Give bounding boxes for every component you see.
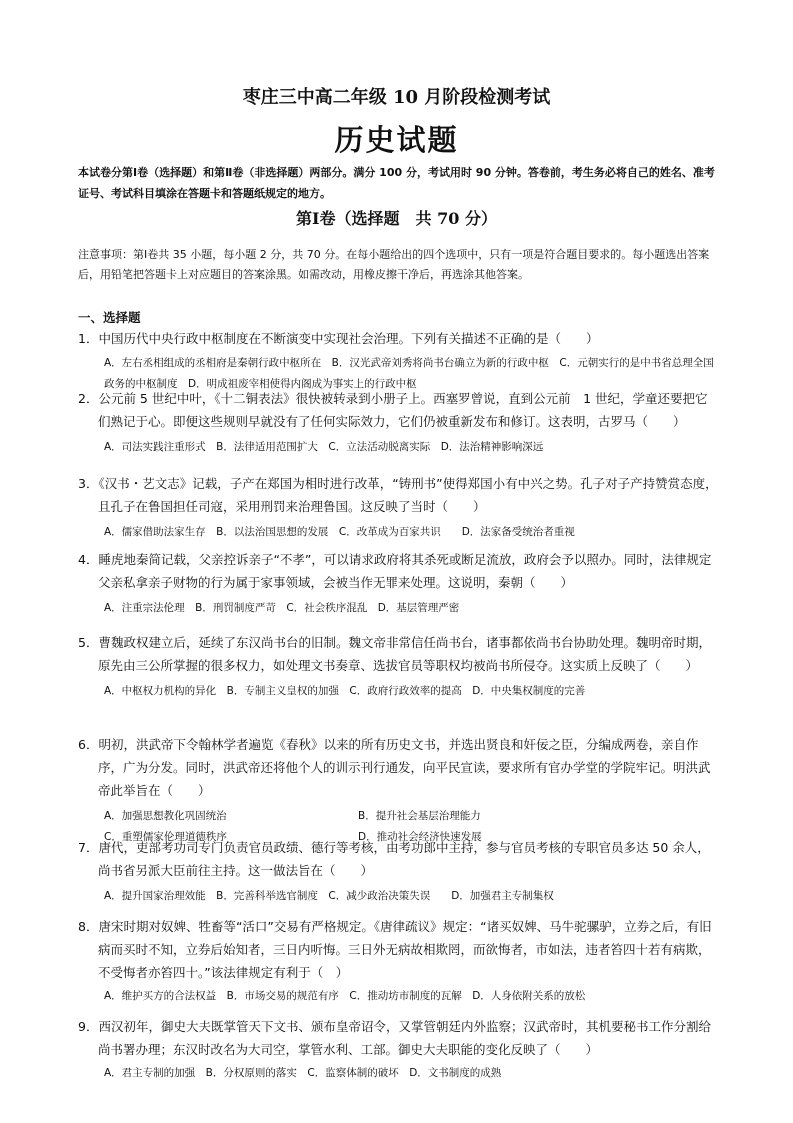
- question-options: A．注重宗法伦理 B．刑罚制度严苛 C．社会秩序混乱 D．基层管理严密: [104, 602, 460, 614]
- question-5: [78, 631, 718, 702]
- question-9: [78, 1015, 718, 1084]
- notice-text: 注意事项：第Ⅰ卷共 35 小题，每小题 2 分，共 70 分。在每小题给出的四个选项中，只有一项是符合题目要求的。每小题选出答案后，用铅笔把答题卡上对应题目的答案涂黑。如需改动，用橡皮擦干净后，再选涂其他答案。: [78, 248, 710, 281]
- question-stem: 5．曹魏政权建立后，延续了东汉尚书台的旧制。魏文帝非常信任尚书台，诸事都依尚书台协助处理。魏明帝时期，原先由三公所掌握的很多权力，如处理文书奏章、选拔官员等职权均被尚书所侵夺。这实质上反映了（ ）: [78, 635, 711, 673]
- question-stem: 3．《汉书・艺文志》记载，子产在郑国为相时进行改革，“铸刑书”使得郑国小有中兴之势。孔子对子产持赞赏态度，且孔子在鲁国担任司寇，采用刑罚来治理鲁国。这反映了当时（ ）: [78, 476, 718, 514]
- question-7: [78, 836, 718, 907]
- question-options: A．司法实践注重形式 B．法律适用范围扩大 C．立法活动脱离实际 D．法治精神影响深远: [104, 441, 544, 453]
- question-stem: 7．唐代，吏部考功司专门负责官员政绩、德行等考核，由考功郎中主持，参与官员考核的专职官员多达 50 余人，尚书省另派大臣前往主持。这一做法旨在（ ）: [78, 840, 710, 878]
- question-options: A．左右丞相组成的丞相府是秦朝行政中枢所在 B．汉光武帝刘秀将尚书台确立为新的行政中枢 C．元朝实行的是中书省总理全国政务的中枢制度 D．明成祖废宰相使得内阁成为事实上的行政中枢: [104, 357, 714, 390]
- question-stem: 2．公元前 5 世纪中叶，《十二铜表法》很快被转录到小册子上。西塞罗曾说，直到公元前 1 世纪，学童还要把它们熟记于心。即便这些规则早就没有了任何实际效力，它们仍被重新发布和修订。这表明，古罗马（ ）: [78, 391, 708, 429]
- question-4: [78, 548, 718, 619]
- question-8: [78, 915, 718, 1007]
- question-options: A．儒家借助法家生存 B．以法治国思想的发展 C．改革成为百家共识 D．法家备受统治者重视: [104, 526, 575, 538]
- question-options: A．维护买方的合法权益 B．市场交易的规范有序 C．推动坊市制度的瓦解 D．人身依附关系的放松: [104, 990, 586, 1002]
- section-title: 第Ⅰ卷（选择题 共 70 分）: [296, 209, 497, 228]
- option-a: A．加强思想教化巩固统治: [104, 810, 227, 822]
- question-stem: 9．西汉初年，御史大夫既掌管天下文书、颁布皇帝诏令，又掌管朝廷内外监察；汉武帝时，其机要秘书工作分割给尚书署办理；东汉时改名为大司空，掌管水利、工部。御史大夫职能的变化反映了（ ）: [78, 1019, 711, 1057]
- question-1: [78, 327, 718, 395]
- question-stem: 8．唐宋时期对奴婢、牲畜等“活口”交易有严格规定。《唐律疏议》规定：“诸买奴婢、马牛驼骡驴，立券之后，有旧病而买时不知，立券后始知者，三日内听悔。三日外无病故相欺罔，而欲悔者，市如法，违者笞四十若有病欺，不受悔者亦笞四十。”该法律规定有利于（ ）: [78, 919, 712, 980]
- question-6: [78, 733, 718, 848]
- question-options: A．中枢权力机构的异化 B．专制主义皇权的加强 C．政府行政效率的提高 D．中央集权制度的完善: [104, 685, 586, 697]
- exam-instructions: 本试卷分第Ⅰ卷（选择题）和第Ⅱ卷（非选择题）两部分。满分 100 分，考试用时 90 分钟。答卷前，考生务必将自己的姓名、准考证号、考试科目填涂在答题卡和答题纸规定的地方。: [78, 166, 715, 200]
- option-c: C．重塑儒家伦理道德秩序: [104, 831, 227, 843]
- option-d: D．推动社会经济快速发展: [358, 831, 482, 843]
- question-options: A．君主专制的加强 B．分权原则的落实 C．监察体制的破坏 D．文书制度的成熟: [104, 1067, 502, 1079]
- option-b: B．提升社会基层治理能力: [358, 810, 481, 822]
- subject-title: 历史试题: [334, 123, 459, 157]
- question-stem: 4．睡虎地秦简记载，父亲控诉亲子“不孝”，可以请求政府将其杀死或断足流放，政府会予以照办。同时，法律规定父亲私拿亲子财物的行为属于家事领域，会被当作无罪来处理。这说明，秦朝（ ）: [78, 552, 712, 590]
- question-2: [78, 387, 718, 458]
- question-stem: 6．明初，洪武帝下令翰林学者遍览《春秋》以来的所有历史文书，并选出贤良和奸佞之臣，分编成两卷，亲自作序，广为分发。同时，洪武帝还将他个人的训示刊行通发，向平民宣读，要求所有官办学堂的学院牢记。明洪武帝此举旨在（ ）: [78, 737, 711, 798]
- section-heading: 一、选择题: [78, 310, 141, 325]
- question-stem: 1．中国历代中央行政中枢制度在不断演变中实现社会治理。下列有关描述不正确的是（ ）: [78, 331, 599, 346]
- question-options: A．提升国家治理效能 B．完善科举选官制度 C．减少政治决策失误 D．加强君主专制集权: [104, 890, 554, 902]
- question-3: [78, 472, 718, 543]
- exam-title: 枣庄三中高二年级 10 月阶段检测考试: [242, 87, 551, 108]
